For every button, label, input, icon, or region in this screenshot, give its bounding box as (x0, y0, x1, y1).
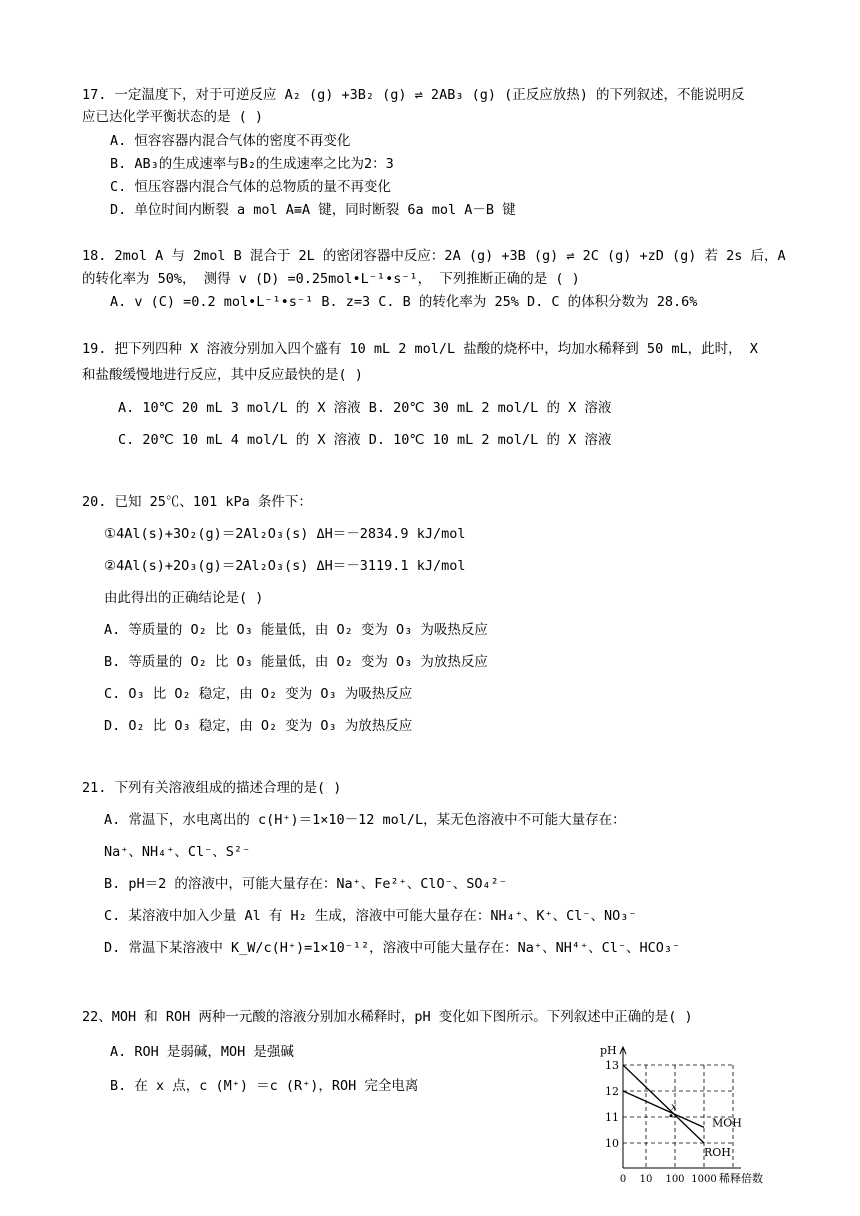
q21-option-a-line1: A. 常温下，水电离出的 c(H⁺)＝1×10－12 mol/L，某无色溶液中不可能大量存在： (104, 812, 626, 828)
ph-dilution-chart (598, 1040, 778, 1190)
q20-equation-2: ②4Al(s)+2O₃(g)＝2Al₂O₃(s) ΔH＝－3119.1 kJ/mol (104, 558, 466, 574)
intersection-point (670, 1114, 673, 1117)
q19-options-ab: A. 10℃ 20 mL 3 mol/L 的 X 溶液 B. 20℃ 30 mL 2 mol/L 的 X 溶液 (118, 400, 612, 416)
q17-stem-line2: 应已达化学平衡状态的是 ( ) (82, 109, 264, 125)
q21-option-c: C. 某溶液中加入少量 Al 有 H₂ 生成，溶液中可能大量存在：NH₄⁺、K⁺、Cl⁻、NO₃⁻ (104, 908, 637, 924)
q20-option-b: B. 等质量的 O₂ 比 O₃ 能量低，由 O₂ 变为 O₃ 为放热反应 (104, 654, 488, 670)
y-axis-title: pH (600, 1044, 617, 1057)
series-label-roh: ROH (704, 1146, 731, 1159)
q21-option-a-line2: Na⁺、NH₄⁺、Cl⁻、S²⁻ (104, 844, 251, 860)
series-label-moh: MOH (712, 1116, 742, 1130)
q22-stem: 22、MOH 和 ROH 两种一元酸的溶液分别加水稀释时，pH 变化如下图所示。下列叙述中正确的是( ) (82, 1009, 693, 1025)
q18-stem-line2: 的转化率为 50%， 测得 v (D) =0.25mol•L⁻¹•s⁻¹， 下列推断正确的是 ( ) (82, 271, 580, 287)
y-tick-label: 10 (605, 1137, 619, 1150)
q20-option-a: A. 等质量的 O₂ 比 O₃ 能量低，由 O₂ 变为 O₃ 为吸热反应 (104, 622, 488, 638)
q22-option-b: B. 在 x 点，c (M⁺) ＝c (R⁺)，ROH 完全电离 (110, 1078, 419, 1094)
q19-options-cd: C. 20℃ 10 mL 4 mol/L 的 X 溶液 D. 10℃ 10 mL 2 mol/L 的 X 溶液 (118, 432, 612, 448)
q20-option-c: C. O₃ 比 O₂ 稳定，由 O₂ 变为 O₃ 为吸热反应 (104, 686, 413, 702)
chart-series (623, 1065, 704, 1143)
x-tick-label: 1000 (691, 1174, 717, 1185)
series-line-moh (623, 1091, 704, 1127)
x-tick-label: 0 (619, 1174, 627, 1185)
q21-option-d: D. 常温下某溶液中 K_W/c(H⁺)=1×10⁻¹²，溶液中可能大量存在：Na⁺、NH⁴⁺、Cl⁻、HCO₃⁻ (104, 940, 681, 956)
x-tick-label: 100 (665, 1174, 685, 1185)
q17-option-c: C. 恒压容器内混合气体的总物质的量不再变化 (110, 179, 391, 195)
q22-option-a: A. ROH 是弱碱，MOH 是强碱 (110, 1044, 294, 1060)
q18-options: A. v (C) =0.2 mol•L⁻¹•s⁻¹ B. z=3 C. B 的转化率为 25% D. C 的体积分数为 28.6% (110, 294, 698, 310)
q19-stem-line2: 和盐酸缓慢地进行反应，其中反应最快的是( ) (82, 367, 363, 383)
q21-stem: 21. 下列有关溶液组成的描述合理的是( ) (82, 780, 342, 796)
q17-option-d: D. 单位时间内断裂 a mol A≡A 键，同时断裂 6a mol A－B 键 (110, 202, 516, 218)
q17-stem-line1: 17. 一定温度下，对于可逆反应 A₂ (g) +3B₂ (g) ⇌ 2AB₃ (g) (正反应放热) 的下列叙述，不能说明反 (82, 87, 745, 103)
q19-stem-line1: 19. 把下列四种 X 溶液分别加入四个盛有 10 mL 2 mol/L 盐酸的烧杯中，均加水稀释到 50 mL，此时， X (82, 341, 758, 357)
q20-stem: 20. 已知 25℃、101 kPa 条件下： (82, 494, 312, 510)
intersection-label: x (671, 1101, 677, 1113)
y-tick-label: 13 (605, 1059, 619, 1072)
q21-option-b: B. pH＝2 的溶液中，可能大量存在：Na⁺、Fe²⁺、ClO⁻、SO₄²⁻ (104, 876, 507, 892)
q20-option-d: D. O₂ 比 O₃ 稳定，由 O₂ 变为 O₃ 为放热反应 (104, 718, 413, 734)
q17-option-a: A. 恒容容器内混合气体的密度不再变化 (110, 133, 351, 149)
q18-stem-line1: 18. 2mol A 与 2mol B 混合于 2L 的密闭容器中反应：2A (g) +3B (g) ⇌ 2C (g) +zD (g) 若 2s 后，A (82, 248, 786, 264)
series-line-roh (623, 1065, 704, 1143)
x-axis-title: 稀释倍数 (719, 1172, 763, 1185)
y-tick-label: 12 (605, 1085, 619, 1098)
q17-option-b: B. AB₃的生成速率与B₂的生成速率之比为2：3 (110, 156, 394, 172)
q20-equation-1: ①4Al(s)+3O₂(g)＝2Al₂O₃(s) ΔH＝－2834.9 kJ/mol (104, 526, 466, 542)
q20-question: 由此得出的正确结论是( ) (104, 590, 264, 606)
y-tick-label: 11 (605, 1111, 619, 1124)
x-tick-label: 10 (639, 1174, 653, 1185)
